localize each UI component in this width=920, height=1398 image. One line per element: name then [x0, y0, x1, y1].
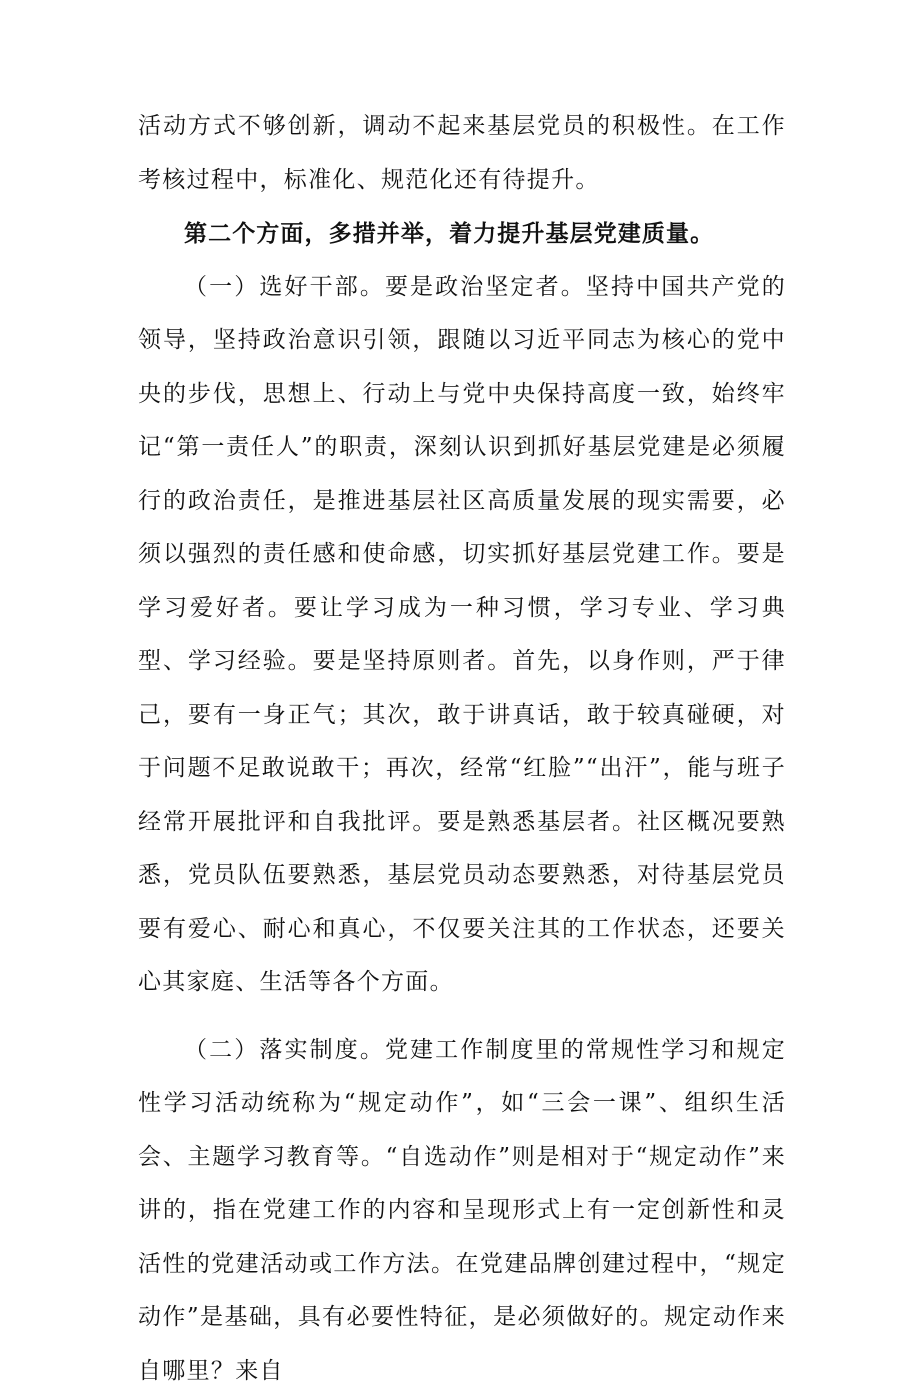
- section-heading: 第二个方面，多措并举，着力提升基层党建质量。: [138, 207, 786, 261]
- body-paragraph-implement-system: （二）落实制度。党建工作制度里的常规性学习和规定性学习活动统称为“规定动作”，如“三会一课”、组织生活会、主题学习教育等。“自选动作”则是相对于“规定动作”来讲的，指在党建工作的内容和呈现形式上有一定创新性和灵活性的党建活动或工作方法。在党建品牌创建过程中，“规定动作”是基础，具有必要性特征，是必须做好的。规定动作来自哪里？来自: [138, 1024, 786, 1398]
- body-paragraph-select-cadres: （一）选好干部。要是政治坚定者。坚持中国共产党的领导，坚持政治意识引领，跟随以习近平同志为核心的党中央的步伐，思想上、行动上与党中央保持高度一致，始终牢记“第一责任人”的职责，深刻认识到抓好基层党建是必须履行的政治责任，是推进基层社区高质量发展的现实需要，必须以强烈的责任感和使命感，切实抓好基层党建工作。要是学习爱好者。要让学习成为一种习惯，学习专业、学习典型、学习经验。要是坚持原则者。首先，以身作则，严于律己，要有一身正气；其次，敢于讲真话，敢于较真碰硬，对于问题不足敢说敢干；再次，经常“红脸”“出汗”，能与班子经常开展批评和自我批评。要是熟悉基层者。社区概况要熟悉，党员队伍要熟悉，基层党员动态要熟悉，对待基层党员要有爱心、耐心和真心，不仅要关注其的工作状态，还要关心其家庭、生活等各个方面。: [138, 261, 786, 1010]
- document-body: [138, 100, 786, 1398]
- body-paragraph-continuation: 活动方式不够创新，调动不起来基层党员的积极性。在工作考核过程中，标准化、规范化还有待提升。: [138, 100, 786, 207]
